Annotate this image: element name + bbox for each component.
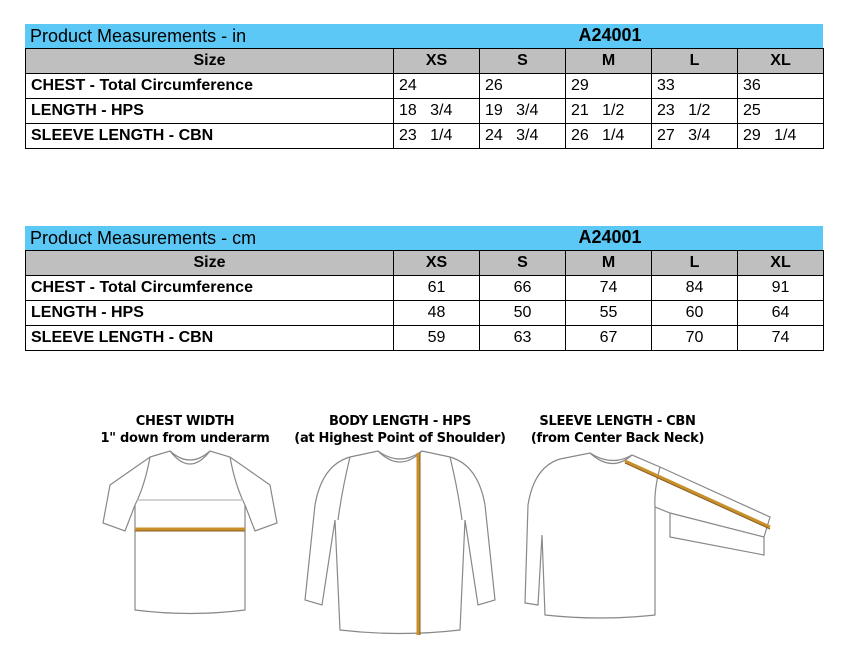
body-length-caption-note: (at Highest Point of Shoulder) (294, 431, 506, 446)
table-header-row (26, 251, 824, 276)
row-label: SLEEVE LENGTH - CBN (26, 326, 394, 351)
body-length-caption (290, 413, 510, 447)
longsleeve-sleeve-illustration (520, 445, 780, 625)
cell-value: 29 (566, 74, 652, 99)
row-label: CHEST - Total Circumference (26, 74, 394, 99)
cell-value: 61 (394, 276, 480, 301)
cell-value: 36 (738, 74, 824, 99)
longsleeve-body-illustration (300, 445, 500, 640)
cell-value: 29 1/4 (738, 124, 824, 149)
table-row (26, 99, 824, 124)
size-l: L (652, 251, 738, 276)
cell-value: 33 (652, 74, 738, 99)
body-length-caption-title: BODY LENGTH - HPS (328, 414, 472, 429)
tshirt-chest-illustration (95, 445, 285, 635)
measurement-diagrams (0, 405, 848, 645)
cell-value: 18 3/4 (394, 99, 480, 124)
size-m: M (566, 251, 652, 276)
cell-value: 25 (738, 99, 824, 124)
cell-value: 27 3/4 (652, 124, 738, 149)
row-label: LENGTH - HPS (26, 301, 394, 326)
size-s: S (480, 49, 566, 74)
cell-value: 67 (566, 326, 652, 351)
size-xl: XL (738, 49, 824, 74)
cell-value: 21 1/2 (566, 99, 652, 124)
table-title-bar (25, 24, 823, 48)
sleeve-length-caption (520, 413, 715, 447)
chest-caption (95, 413, 275, 447)
measurements-table-cm (25, 226, 823, 351)
cell-value: 48 (394, 301, 480, 326)
cell-value: 24 3/4 (480, 124, 566, 149)
row-label: CHEST - Total Circumference (26, 276, 394, 301)
row-label: LENGTH - HPS (26, 99, 394, 124)
table-title: Product Measurements - in (30, 26, 247, 46)
table-row (26, 74, 824, 99)
size-l: L (652, 49, 738, 74)
cell-value: 70 (652, 326, 738, 351)
product-code: A24001 (578, 25, 642, 45)
size-xl: XL (738, 251, 824, 276)
row-label: SLEEVE LENGTH - CBN (26, 124, 394, 149)
size-xs: XS (394, 49, 480, 74)
cell-value: 23 1/4 (394, 124, 480, 149)
cell-value: 24 (394, 74, 480, 99)
size-m: M (566, 49, 652, 74)
cell-value: 64 (738, 301, 824, 326)
product-code: A24001 (578, 227, 642, 247)
cell-value: 74 (566, 276, 652, 301)
size-header: Size (26, 251, 394, 276)
sleeve-length-caption-title: SLEEVE LENGTH - CBN (539, 414, 696, 429)
measurements-table-inches (25, 24, 823, 149)
cell-value: 26 (480, 74, 566, 99)
cell-value: 63 (480, 326, 566, 351)
cell-value: 91 (738, 276, 824, 301)
cell-value: 55 (566, 301, 652, 326)
table-row (26, 301, 824, 326)
size-header: Size (26, 49, 394, 74)
table-row (26, 276, 824, 301)
cell-value: 50 (480, 301, 566, 326)
table-title: Product Measurements - cm (30, 228, 257, 248)
size-xs: XS (394, 251, 480, 276)
cell-value: 84 (652, 276, 738, 301)
chest-caption-title: CHEST WIDTH (135, 414, 235, 429)
cell-value: 74 (738, 326, 824, 351)
cell-value: 19 3/4 (480, 99, 566, 124)
table-title-bar (25, 226, 823, 250)
cell-value: 66 (480, 276, 566, 301)
table-row (26, 124, 824, 149)
cell-value: 23 1/2 (652, 99, 738, 124)
cell-value: 60 (652, 301, 738, 326)
sleeve-length-caption-note: (from Center Back Neck) (530, 431, 705, 446)
table-row (26, 326, 824, 351)
cell-value: 26 1/4 (566, 124, 652, 149)
table-header-row (26, 49, 824, 74)
cell-value: 59 (394, 326, 480, 351)
chest-caption-note: 1" down from underarm (100, 431, 270, 446)
size-s: S (480, 251, 566, 276)
